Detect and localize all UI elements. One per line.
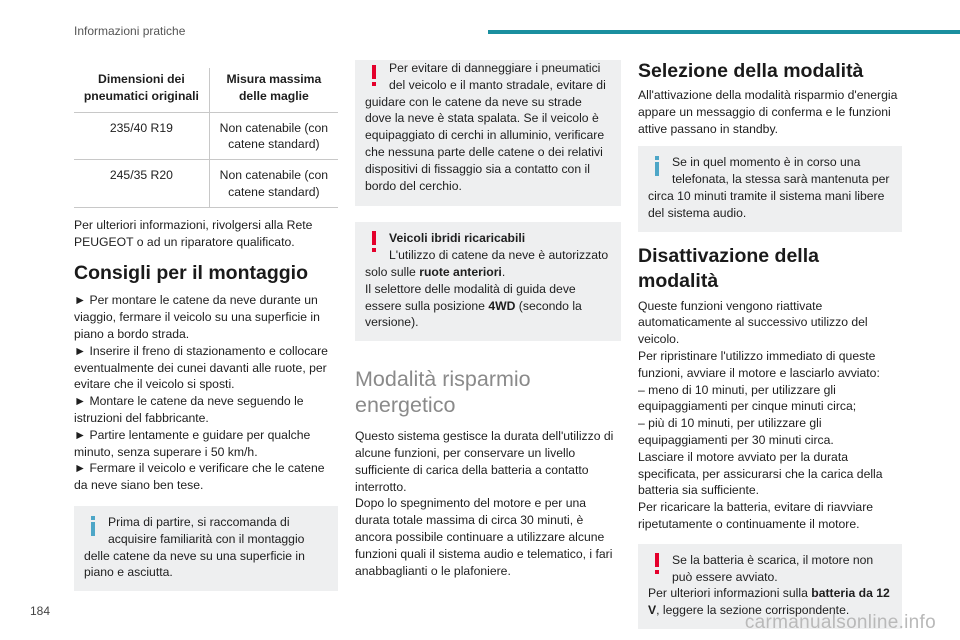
warning-icon bbox=[648, 552, 666, 578]
warning-text: Il selettore delle modalità di guida deve essere sulla posizione bbox=[365, 281, 576, 313]
table-row bbox=[74, 112, 338, 160]
warning-text: L'utilizzo di catene da neve è autorizzato solo sulle bbox=[365, 248, 609, 279]
heading-mode-deactivation: Disattivazione della modalità bbox=[638, 244, 819, 292]
info-note bbox=[638, 146, 902, 231]
body-paragraph: Lasciare il motore avviato per la durata specificata, per assicurarsi che la carica della batteria sia sufficiente. bbox=[638, 449, 883, 498]
warning-note-text: Per evitare di danneggiare i pneumatici del veicolo e il manto stradale, evitare di guidare con le catene da neve su strade dove la neve è stata spalata. Se il veicolo è equipaggiato di cerchi in alluminio, verificare che nessuna parte delle catene o dei relativi dispositivi di fissaggio sia a contatto con il bordo del cerchio. bbox=[365, 61, 606, 193]
info-icon bbox=[84, 514, 102, 540]
watermark: carmanualsonline.info bbox=[744, 612, 936, 633]
warning-text: Se la batteria è scarica, il motore non può essere avviato. bbox=[672, 552, 874, 584]
body-paragraph: Dopo lo spegnimento del motore e per una durata totale massima di circa 30 minuti, è ancora possibile continuare a utilizzare alcune funzioni quali il sistema audio e telematico, i fari anabbaglianti o le plafoniere. bbox=[355, 496, 613, 578]
warning-text: Per ulteriori informazioni sulla bbox=[648, 586, 812, 601]
table-cell: Non catenabile (con catene standard) bbox=[209, 112, 338, 160]
warning-text: . bbox=[501, 264, 506, 279]
info-note-text: Se in quel momento è in corso una telefonata, la stessa sarà mantenuta per circa 10 minuti tramite il sistema mani libere del sistema audio. bbox=[648, 155, 890, 220]
warning-text: , leggere la sezione corrispondente. bbox=[656, 603, 850, 618]
table-row bbox=[74, 160, 338, 208]
warning-bold-text: batteria da 12 V bbox=[648, 586, 890, 618]
info-icon bbox=[648, 154, 666, 180]
info-note bbox=[74, 506, 338, 591]
warning-note-chains bbox=[355, 60, 621, 206]
warning-icon bbox=[365, 230, 383, 256]
warning-bold-text: ruote anteriori bbox=[419, 264, 502, 279]
table-cell: Non catenabile (con catene standard) bbox=[209, 160, 338, 208]
body-paragraph: – meno di 10 minuti, per utilizzare gli equipaggiamenti per cinque minuti circa; bbox=[638, 382, 857, 414]
step-paragraph: ► Partire lentamente e guidare per qualche minuto, senza superare i 50 km/h. bbox=[74, 427, 311, 459]
heading-mode-selection: Selezione della modalità bbox=[638, 60, 864, 82]
page-number: 184 bbox=[30, 604, 51, 618]
body-paragraph: All'attivazione della modalità risparmio d'energia appare un messaggio di conferma e le funzioni attive passano in standby. bbox=[638, 88, 898, 136]
table-header-tyre-size: Dimensioni dei pneumatici originali bbox=[74, 68, 209, 112]
table-header-row bbox=[74, 68, 338, 112]
body-paragraph: Per ripristinare l'utilizzo immediato di queste funzioni, avviare il motore e lasciarlo avviato: bbox=[638, 348, 880, 380]
warning-icon bbox=[365, 64, 383, 90]
step-paragraph: ► Montare le catene da neve seguendo le istruzioni del fabbricante. bbox=[74, 394, 304, 425]
snow-chain-table bbox=[74, 68, 338, 208]
table-cell: 245/35 R20 bbox=[74, 160, 209, 208]
heading-mounting-tips: Consigli per il montaggio bbox=[74, 262, 308, 285]
warning-note-hybrid bbox=[355, 222, 621, 341]
warning-text: (secondo la versione). bbox=[365, 298, 582, 330]
body-paragraph: Per ricaricare la batteria, evitare di riavviare ripetutamente o continuamente il motore. bbox=[638, 500, 874, 531]
warning-title: Veicoli ibridi ricaricabili bbox=[389, 231, 526, 246]
header-accent-bar bbox=[488, 30, 960, 34]
warning-bold-text: 4WD bbox=[488, 298, 516, 313]
column-1 bbox=[74, 60, 338, 591]
heading-energy-saving: Modalità risparmio energetico bbox=[355, 367, 531, 418]
info-note-text: Prima di partire, si raccomanda di acquisire familiarità con il montaggio delle catene da neve su una superficie in piano e asciutta. bbox=[84, 514, 305, 580]
section-header: Informazioni pratiche bbox=[74, 24, 186, 38]
table-cell: 235/40 R19 bbox=[74, 112, 209, 160]
body-paragraph: Questo sistema gestisce la durata dell'utilizzo di alcune funzioni, per conservare un livello sufficiente di carica della batteria a contatto interrotto. bbox=[355, 429, 614, 494]
column-2 bbox=[355, 60, 621, 579]
body-paragraph: – più di 10 minuti, per utilizzare gli equipaggiamenti per 30 minuti circa. bbox=[638, 416, 834, 447]
step-paragraph: ► Per montare le catene da neve durante un viaggio, fermare il veicolo su una superficie in piano a bordo strada. bbox=[74, 293, 320, 341]
more-info-paragraph: Per ulteriori informazioni, rivolgersi alla Rete PEUGEOT o ad un riparatore qualificato. bbox=[74, 217, 313, 249]
column-3 bbox=[638, 60, 902, 629]
body-paragraph: Queste funzioni vengono riattivate automaticamente al successivo utilizzo del veicolo. bbox=[638, 298, 868, 347]
table-header-link-size: Misura massima delle maglie bbox=[209, 68, 338, 112]
step-paragraph: ► Fermare il veicolo e verificare che le catene da neve siano ben tese. bbox=[74, 461, 325, 493]
step-paragraph: ► Inserire il freno di stazionamento e collocare eventualmente dei cunei davanti alle ruote, per evitare che il veicolo si sposti. bbox=[74, 343, 328, 392]
